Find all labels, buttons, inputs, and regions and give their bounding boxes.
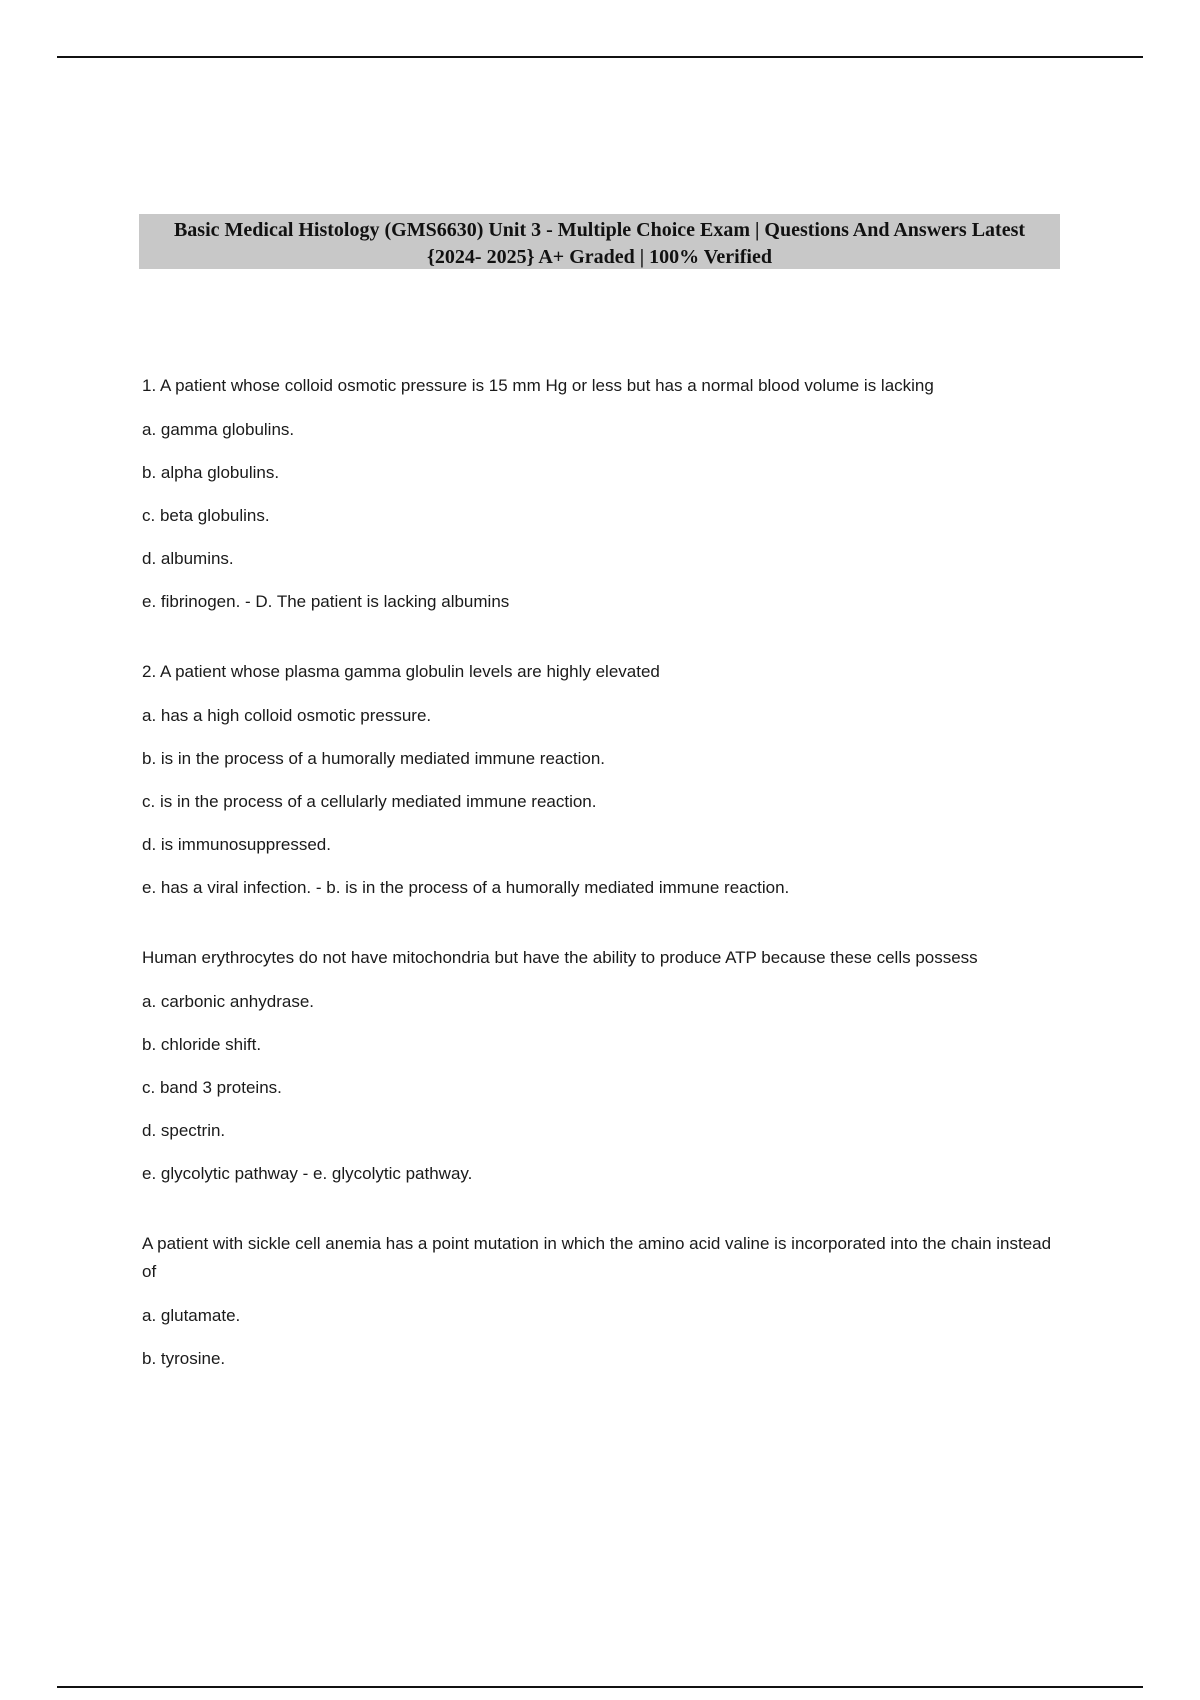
question-text: Human erythrocytes do not have mitochondria but have the ability to produce ATP because these cells possess (142, 948, 978, 967)
question-4 (142, 1230, 1062, 1373)
answer-option: d. spectrin. (142, 1121, 226, 1140)
question-list (142, 372, 1062, 1415)
answer-option: b. chloride shift. (142, 1035, 262, 1054)
document-title: Basic Medical Histology (GMS6630) Unit 3 - Multiple Choice Exam | Questions And Answers Latest {2024- 2025} A+ Graded | 100% Verified (139, 214, 1060, 269)
answer-option: e. fibrinogen. - D. The patient is lacking albumins (142, 592, 510, 611)
question-text: 2. A patient whose plasma gamma globulin levels are highly elevated (142, 662, 660, 681)
answer-option: c. beta globulins. (142, 506, 270, 525)
answer-option: a. gamma globulins. (142, 420, 295, 439)
question-text: A patient with sickle cell anemia has a point mutation in which the amino acid valine is incorporated into the chain instead of (142, 1234, 1052, 1281)
answer-option: b. is in the process of a humorally mediated immune reaction. (142, 749, 606, 768)
answer-option: a. carbonic anhydrase. (142, 992, 314, 1011)
footer-rule (57, 1686, 1143, 1688)
question-3 (142, 944, 1062, 1188)
answer-option: c. band 3 proteins. (142, 1078, 282, 1097)
question-2 (142, 658, 1062, 902)
answer-option: e. glycolytic pathway - e. glycolytic pathway. (142, 1164, 473, 1183)
header-rule (57, 56, 1143, 58)
answer-option: d. is immunosuppressed. (142, 835, 331, 854)
answer-option: a. glutamate. (142, 1306, 241, 1325)
answer-option: a. has a high colloid osmotic pressure. (142, 706, 432, 725)
answer-option: b. tyrosine. (142, 1349, 226, 1368)
question-1 (142, 372, 1062, 616)
answer-option: d. albumins. (142, 549, 234, 568)
answer-option: c. is in the process of a cellularly mediated immune reaction. (142, 792, 597, 811)
answer-option: e. has a viral infection. - b. is in the process of a humorally mediated immune reaction. (142, 878, 790, 897)
answer-option: b. alpha globulins. (142, 463, 280, 482)
question-text: 1. A patient whose colloid osmotic pressure is 15 mm Hg or less but has a normal blood volume is lacking (142, 376, 934, 395)
